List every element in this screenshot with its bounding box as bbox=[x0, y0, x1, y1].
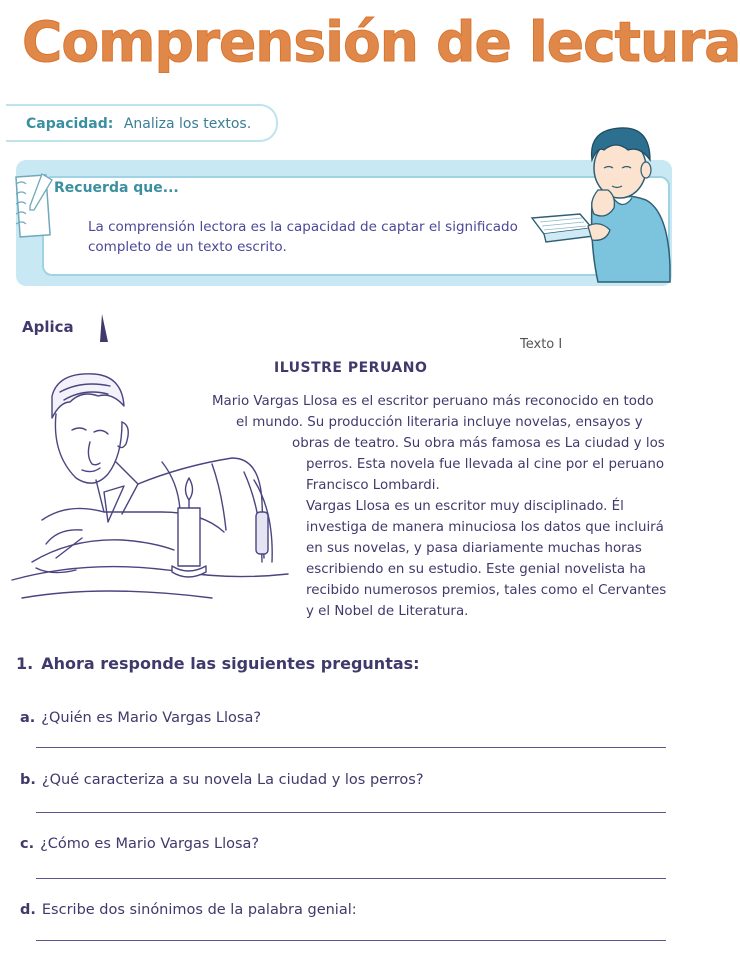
capacidad-label: Capacidad: bbox=[26, 116, 114, 132]
question-text: Escribe dos sinónimos de la palabra genial: bbox=[41, 902, 357, 918]
reading-line: Mario Vargas Llosa es el escritor peruano más reconocido en todo bbox=[212, 394, 654, 409]
question-letter: c. bbox=[20, 836, 35, 852]
question-text: ¿Qué caracteriza a su novela La ciudad y los perros? bbox=[41, 772, 424, 788]
question-text: ¿Quién es Mario Vargas Llosa? bbox=[41, 710, 262, 726]
question-a bbox=[20, 710, 261, 726]
answer-line-b[interactable] bbox=[36, 812, 666, 813]
question-letter: b. bbox=[20, 772, 36, 788]
reading-line: perros. Esta novela fue llevada al cine por el peruano bbox=[306, 457, 665, 472]
reading-line: obras de teatro. Su obra más famosa es La ciudad y los bbox=[292, 436, 665, 451]
capacidad-value: Analiza los textos. bbox=[123, 116, 252, 132]
question-text: ¿Cómo es Mario Vargas Llosa? bbox=[40, 836, 260, 852]
questions-header bbox=[16, 654, 420, 673]
question-group-number: 1. bbox=[16, 654, 34, 673]
question-letter: d. bbox=[20, 902, 36, 918]
reading-line: escribiendo en su estudio. Este genial novelista ha bbox=[306, 562, 647, 577]
recuerda-line: La comprensión lectora es la capacidad de captar el significado bbox=[88, 219, 518, 235]
question-letter: a. bbox=[20, 710, 36, 726]
question-c bbox=[20, 836, 259, 852]
recuerda-title: Recuerda que... bbox=[54, 180, 179, 196]
question-d bbox=[20, 902, 357, 918]
reading-line: investiga de manera minuciosa los datos que incluirá bbox=[306, 520, 664, 535]
notebook-icon bbox=[12, 170, 56, 242]
capacidad-pill bbox=[6, 104, 278, 142]
answer-line-a[interactable] bbox=[36, 747, 666, 748]
reading-title: ILUSTRE PERUANO bbox=[274, 360, 428, 376]
aplica-section-label: Aplica bbox=[22, 318, 74, 336]
reading-line: el mundo. Su producción literaria incluye novelas, ensayos y bbox=[236, 415, 643, 430]
answer-line-c[interactable] bbox=[36, 878, 666, 879]
boy-reading-illustration bbox=[528, 116, 678, 284]
recuerda-text bbox=[88, 217, 528, 257]
section-tab-icon bbox=[98, 314, 110, 344]
reading-line: en sus novelas, y pasa diariamente muchas horas bbox=[306, 541, 642, 556]
answer-line-d[interactable] bbox=[36, 940, 666, 941]
text-tag: Texto I bbox=[520, 337, 563, 352]
reading-line: Vargas Llosa es un escritor muy disciplinado. Él bbox=[306, 499, 624, 514]
reading-line: recibido numerosos premios, tales como el Cervantes bbox=[306, 583, 667, 598]
reading-line: Francisco Lombardi. bbox=[306, 478, 440, 493]
recuerda-line: completo de un texto escrito. bbox=[88, 239, 287, 255]
questions-header-text: Ahora responde las siguientes preguntas: bbox=[41, 654, 420, 673]
page-title: Comprensión de lectura bbox=[22, 10, 740, 74]
reading-line: y el Nobel de Literatura. bbox=[306, 604, 469, 619]
question-b bbox=[20, 772, 424, 788]
